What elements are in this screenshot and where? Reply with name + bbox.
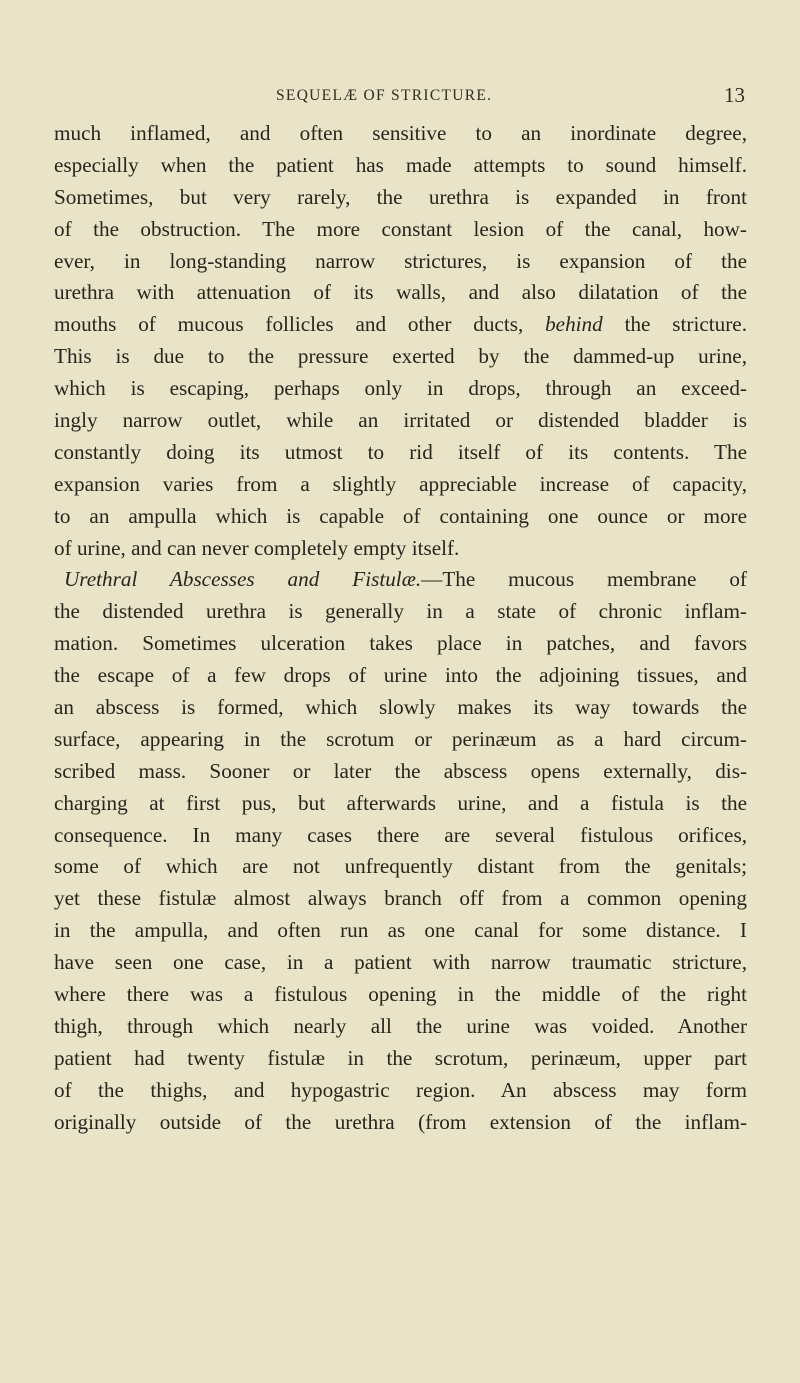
text-segment: the stricture. xyxy=(602,312,747,337)
body-text xyxy=(54,118,747,1139)
text-line: mation. Sometimes ulceration takes place in patches, and favors xyxy=(54,631,747,656)
text-line: have seen one case, in a patient with narrow traumatic stricture, xyxy=(54,950,747,975)
text-line: yet these fistulæ almost always branch off from a common opening xyxy=(54,886,747,911)
text-segment: mouths of mucous follicles and other ducts, xyxy=(54,312,546,337)
text-line: of the thighs, and hypogastric region. An abscess may form xyxy=(54,1077,747,1102)
text-line: in the ampulla, and often run as one canal for some distance. I xyxy=(54,918,747,943)
text-line: some of which are not unfrequently distant from the genitals; xyxy=(54,854,747,879)
page-header xyxy=(0,83,800,111)
text-line: scribed mass. Sooner or later the abscess opens externally, dis- xyxy=(54,758,747,783)
text-line: an abscess is formed, which slowly makes its way towards the xyxy=(54,695,747,720)
text-line: expansion varies from a slightly appreciable increase of capacity, xyxy=(54,471,747,496)
text-line: which is escaping, perhaps only in drops, through an exceed- xyxy=(54,376,747,401)
section-heading: Urethral Abscesses and Fistulæ. xyxy=(64,567,422,592)
section-heading-line xyxy=(54,564,747,596)
text-line: of the obstruction. The more constant lesion of the canal, how- xyxy=(54,216,747,241)
text-line: urethra with attenuation of its walls, and also dilatation of the xyxy=(54,280,747,305)
text-line: ingly narrow outlet, while an irritated or distended bladder is xyxy=(54,408,747,433)
text-line: the escape of a few drops of urine into the adjoining tissues, and xyxy=(54,663,747,688)
text-line: of urine, and can never completely empty itself. xyxy=(54,535,460,560)
text-line: constantly doing its utmost to rid itself of its contents. The xyxy=(54,439,747,464)
text-line: charging at first pus, but afterwards urine, and a fistula is the xyxy=(54,790,747,815)
text-line: consequence. In many cases there are several fistulous orifices, xyxy=(54,822,747,847)
running-title: SEQUELÆ OF STRICTURE. xyxy=(276,87,493,104)
text-line: much inflamed, and often sensitive to an inordinate degree, xyxy=(54,121,747,145)
text-line: This is due to the pressure exerted by the dammed-up urine, xyxy=(54,344,747,369)
emphasis-behind: behind xyxy=(545,312,603,337)
text-line: thigh, through which nearly all the urine was voided. Another xyxy=(54,1013,747,1038)
page-number: 13 xyxy=(724,83,745,107)
text-line: to an ampulla which is capable of containing one ounce or more xyxy=(54,503,747,528)
text-line: patient had twenty fistulæ in the scrotum, perinæum, upper part xyxy=(54,1045,747,1070)
text-line: especially when the patient has made attempts to sound himself. xyxy=(54,152,747,177)
text-line: ever, in long-standing narrow strictures, is expansion of the xyxy=(54,248,747,273)
text-line: Sometimes, but very rarely, the urethra is expanded in front xyxy=(54,184,747,209)
text-segment: —The mucous membrane of xyxy=(421,567,747,592)
text-line xyxy=(54,309,747,341)
text-line: surface, appearing in the scrotum or perinæum as a hard circum- xyxy=(54,726,747,751)
text-line: the distended urethra is generally in a state of chronic inflam- xyxy=(54,599,747,624)
text-line: where there was a fistulous opening in the middle of the right xyxy=(54,982,747,1007)
text-line: originally outside of the urethra (from extension of the inflam- xyxy=(54,1109,747,1134)
